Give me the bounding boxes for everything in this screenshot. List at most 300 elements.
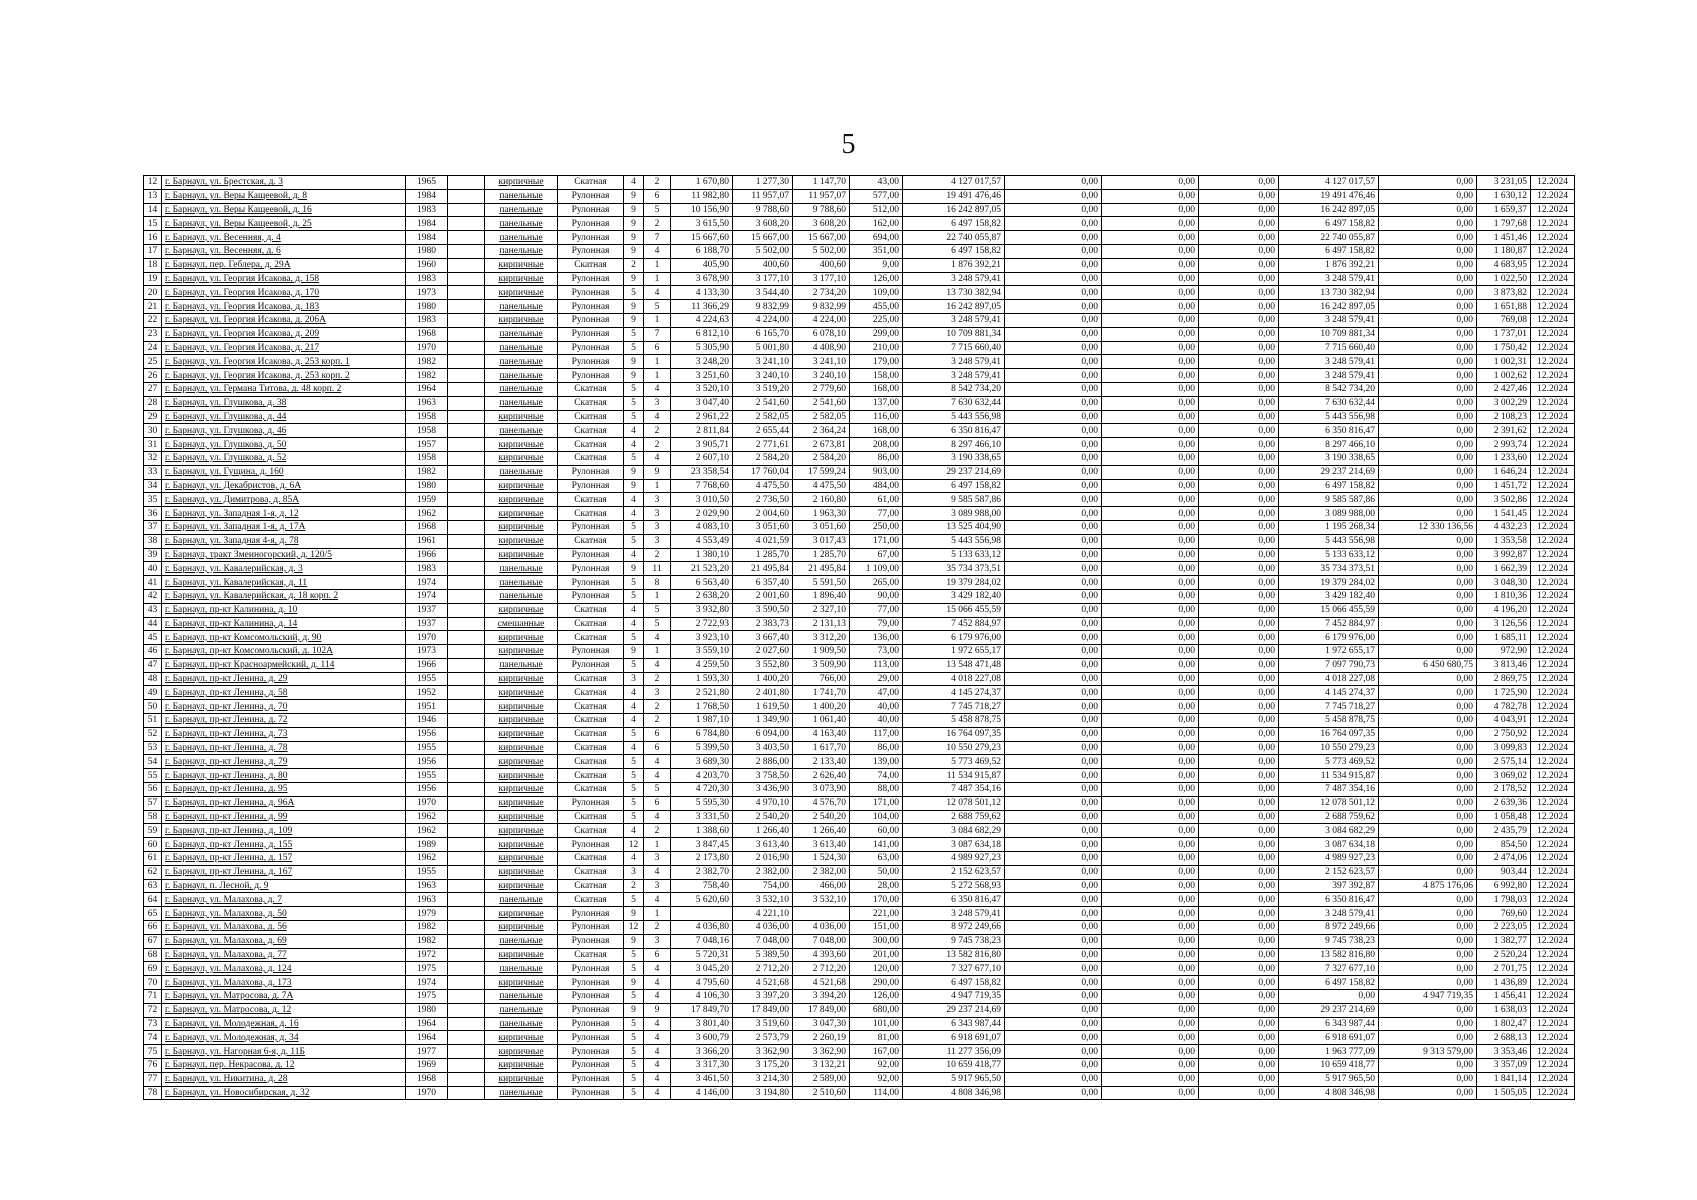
cell-floors: 5 (624, 341, 644, 355)
cell-residential-area: 3 394,20 (793, 990, 850, 1004)
cell-total-area: 21 523,20 (671, 562, 733, 576)
cell-residential-area: 3 312,20 (793, 631, 850, 645)
cell-commissioning-year: 1962 (406, 507, 448, 521)
cell-total-area: 2 722,93 (671, 617, 733, 631)
cell-blank-cell (448, 714, 485, 728)
capital-repair-register-table (143, 175, 1575, 1100)
cell-cost-column-3: 0,00 (1102, 1003, 1199, 1017)
cell-cost-column-5: 7 745 718,27 (1279, 700, 1379, 714)
table-row (144, 727, 1575, 741)
cell-cost-column-3: 0,00 (1102, 948, 1199, 962)
cell-cost-column-3: 0,00 (1102, 244, 1199, 258)
table-row (144, 617, 1575, 631)
table-row (144, 783, 1575, 797)
cell-total-cost: 8 972 249,66 (903, 921, 1005, 935)
cell-total-area: 3 461,50 (671, 1072, 733, 1086)
cell-row-number: 27 (144, 382, 162, 396)
cell-cost-column-4: 0,00 (1199, 355, 1279, 369)
cell-entrances: 4 (644, 769, 671, 783)
cell-address: г. Барнаул, ул. Глушкова, д. 50 (162, 438, 406, 452)
table-row (144, 976, 1575, 990)
cell-floors: 9 (624, 313, 644, 327)
cell-entrances: 4 (644, 1031, 671, 1045)
cell-premises-area: 3 051,60 (733, 520, 793, 534)
cell-cost-column-4: 0,00 (1199, 562, 1279, 576)
table-row (144, 520, 1575, 534)
cell-cost-column-4: 0,00 (1199, 1003, 1279, 1017)
cell-completion-date: 12.2024 (1531, 1086, 1575, 1100)
cell-total-cost: 13 548 471,48 (903, 658, 1005, 672)
cell-cost-column-2: 0,00 (1005, 1059, 1102, 1073)
cell-cost-column-3: 0,00 (1102, 783, 1199, 797)
cell-residential-area: 3 509,90 (793, 658, 850, 672)
cell-commissioning-year: 1962 (406, 824, 448, 838)
cell-premises-area: 1 349,90 (733, 714, 793, 728)
cell-cost-column-5: 3 089 988,00 (1279, 507, 1379, 521)
cell-residential-area: 2 160,80 (793, 493, 850, 507)
cell-total-cost: 3 087 634,18 (903, 838, 1005, 852)
cell-floors: 12 (624, 838, 644, 852)
cell-cost-column-6: 0,00 (1379, 631, 1477, 645)
cell-cost-column-4: 0,00 (1199, 617, 1279, 631)
table-row (144, 1086, 1575, 1100)
cell-address: г. Барнаул, ул. Глушкова, д. 38 (162, 396, 406, 410)
cell-cost-column-4: 0,00 (1199, 258, 1279, 272)
cell-unit-cost: 1 436,89 (1477, 976, 1531, 990)
cell-cost-column-2: 0,00 (1005, 258, 1102, 272)
cell-cost-column-6: 0,00 (1379, 231, 1477, 245)
cell-address: г. Барнаул, ул. Гущина, д. 160 (162, 465, 406, 479)
cell-roof-type: Скатная (558, 438, 624, 452)
cell-cost-column-2: 0,00 (1005, 534, 1102, 548)
cell-total-cost: 4 145 274,37 (903, 686, 1005, 700)
cell-cost-column-2: 0,00 (1005, 493, 1102, 507)
cell-row-number: 78 (144, 1086, 162, 1100)
cell-total-cost: 4 127 017,57 (903, 176, 1005, 190)
cell-roof-type: Скатная (558, 700, 624, 714)
cell-wall-material: кирпичные (485, 548, 558, 562)
cell-cost-column-2: 0,00 (1005, 962, 1102, 976)
cell-cost-column-5: 2 688 759,62 (1279, 810, 1379, 824)
cell-completion-date: 12.2024 (1531, 534, 1575, 548)
cell-cost-column-4: 0,00 (1199, 603, 1279, 617)
cell-row-number: 29 (144, 410, 162, 424)
cell-unit-cost: 4 432,23 (1477, 520, 1531, 534)
cell-wall-material: смешанные (485, 617, 558, 631)
cell-premises-area: 1 400,20 (733, 672, 793, 686)
cell-roof-type: Рулонная (558, 300, 624, 314)
cell-cost-column-3: 0,00 (1102, 810, 1199, 824)
cell-cost-column-5: 6 350 816,47 (1279, 893, 1379, 907)
cell-cost-column-4: 0,00 (1199, 465, 1279, 479)
cell-residential-area: 466,00 (793, 879, 850, 893)
cell-cost-column-4: 0,00 (1199, 272, 1279, 286)
cell-entrances: 4 (644, 451, 671, 465)
cell-blank-cell (448, 313, 485, 327)
cell-cost-column-2: 0,00 (1005, 879, 1102, 893)
cell-commissioning-year: 1989 (406, 838, 448, 852)
cell-floors: 4 (624, 852, 644, 866)
table-row (144, 1003, 1575, 1017)
cell-entrances: 2 (644, 714, 671, 728)
cell-row-number: 48 (144, 672, 162, 686)
cell-unit-cost: 1 382,77 (1477, 934, 1531, 948)
cell-cost-column-4: 0,00 (1199, 286, 1279, 300)
cell-premises-area: 2 582,05 (733, 410, 793, 424)
cell-total-area: 1 987,10 (671, 714, 733, 728)
cell-completion-date: 12.2024 (1531, 755, 1575, 769)
cell-registered-residents: 136,00 (850, 631, 903, 645)
cell-cost-column-3: 0,00 (1102, 617, 1199, 631)
cell-wall-material: кирпичные (485, 714, 558, 728)
cell-cost-column-2: 0,00 (1005, 438, 1102, 452)
cell-roof-type: Скатная (558, 396, 624, 410)
cell-blank-cell (448, 548, 485, 562)
cell-total-area (671, 907, 733, 921)
cell-premises-area: 9 788,60 (733, 203, 793, 217)
cell-cost-column-2: 0,00 (1005, 907, 1102, 921)
cell-row-number: 74 (144, 1031, 162, 1045)
cell-address: г. Барнаул, пр-кт Комсомольский, д. 90 (162, 631, 406, 645)
cell-roof-type: Скатная (558, 769, 624, 783)
cell-cost-column-6: 0,00 (1379, 424, 1477, 438)
cell-total-cost: 6 497 158,82 (903, 479, 1005, 493)
cell-registered-residents: 28,00 (850, 879, 903, 893)
cell-cost-column-5: 29 237 214,69 (1279, 465, 1379, 479)
cell-unit-cost: 1 662,39 (1477, 562, 1531, 576)
cell-wall-material: кирпичные (485, 686, 558, 700)
cell-wall-material: кирпичные (485, 272, 558, 286)
cell-address: г. Барнаул, пр-кт Ленина, д. 72 (162, 714, 406, 728)
cell-total-cost: 3 089 988,00 (903, 507, 1005, 521)
cell-roof-type: Рулонная (558, 217, 624, 231)
cell-roof-type: Рулонная (558, 976, 624, 990)
cell-floors: 5 (624, 755, 644, 769)
table-row (144, 244, 1575, 258)
cell-cost-column-3: 0,00 (1102, 479, 1199, 493)
cell-cost-column-4: 0,00 (1199, 645, 1279, 659)
cell-total-cost: 7 452 884,97 (903, 617, 1005, 631)
cell-row-number: 51 (144, 714, 162, 728)
cell-cost-column-2: 0,00 (1005, 976, 1102, 990)
cell-blank-cell (448, 562, 485, 576)
cell-roof-type: Скатная (558, 617, 624, 631)
cell-blank-cell (448, 534, 485, 548)
cell-total-area: 1 670,80 (671, 176, 733, 190)
cell-commissioning-year: 1968 (406, 1072, 448, 1086)
cell-cost-column-3: 0,00 (1102, 493, 1199, 507)
cell-cost-column-3: 0,00 (1102, 921, 1199, 935)
cell-cost-column-4: 0,00 (1199, 438, 1279, 452)
table-row (144, 645, 1575, 659)
cell-cost-column-6: 0,00 (1379, 176, 1477, 190)
register-body (144, 176, 1575, 1100)
cell-blank-cell (448, 603, 485, 617)
cell-unit-cost: 1 630,12 (1477, 189, 1531, 203)
cell-residential-area: 3 047,30 (793, 1017, 850, 1031)
cell-registered-residents: 300,00 (850, 934, 903, 948)
cell-unit-cost: 1 456,41 (1477, 990, 1531, 1004)
cell-cost-column-6: 4 947 719,35 (1379, 990, 1477, 1004)
cell-total-area: 17 849,70 (671, 1003, 733, 1017)
cell-premises-area: 3 436,90 (733, 783, 793, 797)
cell-cost-column-2: 0,00 (1005, 990, 1102, 1004)
cell-premises-area: 3 397,20 (733, 990, 793, 1004)
cell-commissioning-year: 1968 (406, 520, 448, 534)
cell-completion-date: 12.2024 (1531, 272, 1575, 286)
cell-wall-material: кирпичные (485, 976, 558, 990)
cell-completion-date: 12.2024 (1531, 451, 1575, 465)
cell-cost-column-4: 0,00 (1199, 1072, 1279, 1086)
cell-unit-cost: 2 427,46 (1477, 382, 1531, 396)
cell-residential-area: 21 495,84 (793, 562, 850, 576)
cell-premises-area: 400,60 (733, 258, 793, 272)
cell-cost-column-6: 0,00 (1379, 396, 1477, 410)
cell-total-cost: 35 734 373,51 (903, 562, 1005, 576)
cell-premises-area: 3 590,50 (733, 603, 793, 617)
cell-unit-cost: 2 223,05 (1477, 921, 1531, 935)
cell-entrances: 2 (644, 438, 671, 452)
cell-total-area: 3 847,45 (671, 838, 733, 852)
cell-premises-area: 1 285,70 (733, 548, 793, 562)
cell-roof-type: Скатная (558, 783, 624, 797)
cell-wall-material: кирпичные (485, 258, 558, 272)
cell-roof-type: Скатная (558, 424, 624, 438)
cell-cost-column-6: 0,00 (1379, 438, 1477, 452)
cell-residential-area (793, 907, 850, 921)
table-row (144, 700, 1575, 714)
cell-floors: 4 (624, 424, 644, 438)
cell-registered-residents: 171,00 (850, 534, 903, 548)
cell-total-area: 3 251,60 (671, 369, 733, 383)
cell-address: г. Барнаул, ул. Георгия Исакова, д. 217 (162, 341, 406, 355)
cell-row-number: 31 (144, 438, 162, 452)
cell-cost-column-3: 0,00 (1102, 272, 1199, 286)
cell-row-number: 12 (144, 176, 162, 190)
cell-cost-column-4: 0,00 (1199, 686, 1279, 700)
cell-commissioning-year: 1984 (406, 217, 448, 231)
cell-cost-column-4: 0,00 (1199, 1031, 1279, 1045)
cell-roof-type: Скатная (558, 727, 624, 741)
cell-entrances: 4 (644, 962, 671, 976)
table-row (144, 962, 1575, 976)
cell-premises-area: 3 667,40 (733, 631, 793, 645)
cell-cost-column-6: 0,00 (1379, 369, 1477, 383)
cell-cost-column-3: 0,00 (1102, 300, 1199, 314)
cell-commissioning-year: 1968 (406, 327, 448, 341)
cell-entrances: 6 (644, 741, 671, 755)
cell-cost-column-3: 0,00 (1102, 520, 1199, 534)
cell-floors: 9 (624, 976, 644, 990)
cell-total-cost: 9 585 587,86 (903, 493, 1005, 507)
cell-roof-type: Скатная (558, 893, 624, 907)
cell-blank-cell (448, 686, 485, 700)
cell-total-cost: 13 582 816,80 (903, 948, 1005, 962)
cell-cost-column-2: 0,00 (1005, 217, 1102, 231)
table-row (144, 824, 1575, 838)
cell-total-area: 2 638,20 (671, 589, 733, 603)
cell-total-area: 3 248,20 (671, 355, 733, 369)
cell-cost-column-5: 5 443 556,98 (1279, 410, 1379, 424)
cell-premises-area: 6 165,70 (733, 327, 793, 341)
cell-commissioning-year: 1955 (406, 672, 448, 686)
cell-cost-column-3: 0,00 (1102, 424, 1199, 438)
cell-registered-residents: 455,00 (850, 300, 903, 314)
cell-cost-column-3: 0,00 (1102, 369, 1199, 383)
cell-wall-material: кирпичные (485, 451, 558, 465)
cell-row-number: 55 (144, 769, 162, 783)
cell-registered-residents: 116,00 (850, 410, 903, 424)
cell-total-cost: 22 740 055,87 (903, 231, 1005, 245)
cell-cost-column-6: 0,00 (1379, 382, 1477, 396)
cell-commissioning-year: 1970 (406, 796, 448, 810)
cell-unit-cost: 4 683,95 (1477, 258, 1531, 272)
cell-unit-cost: 6 992,80 (1477, 879, 1531, 893)
cell-registered-residents: 92,00 (850, 1072, 903, 1086)
cell-premises-area: 1 277,30 (733, 176, 793, 190)
cell-floors: 4 (624, 603, 644, 617)
cell-blank-cell (448, 589, 485, 603)
cell-unit-cost: 1 541,45 (1477, 507, 1531, 521)
cell-wall-material: кирпичные (485, 176, 558, 190)
cell-total-cost: 8 542 734,20 (903, 382, 1005, 396)
cell-cost-column-2: 0,00 (1005, 203, 1102, 217)
cell-row-number: 24 (144, 341, 162, 355)
cell-address: г. Барнаул, пр-кт Ленина, д. 80 (162, 769, 406, 783)
cell-commissioning-year: 1980 (406, 300, 448, 314)
table-row (144, 755, 1575, 769)
cell-cost-column-5: 3 248 579,41 (1279, 313, 1379, 327)
cell-residential-area: 2 541,60 (793, 396, 850, 410)
cell-wall-material: кирпичные (485, 879, 558, 893)
cell-unit-cost: 3 099,83 (1477, 741, 1531, 755)
cell-wall-material: панельные (485, 189, 558, 203)
cell-blank-cell (448, 1017, 485, 1031)
table-row (144, 631, 1575, 645)
cell-cost-column-3: 0,00 (1102, 962, 1199, 976)
cell-wall-material: панельные (485, 990, 558, 1004)
cell-wall-material: кирпичные (485, 796, 558, 810)
cell-residential-area: 5 502,00 (793, 244, 850, 258)
cell-wall-material: панельные (485, 658, 558, 672)
cell-cost-column-4: 0,00 (1199, 451, 1279, 465)
cell-address: г. Барнаул, ул. Георгия Исакова, д. 170 (162, 286, 406, 300)
cell-premises-area: 9 832,99 (733, 300, 793, 314)
cell-residential-area: 2 327,10 (793, 603, 850, 617)
cell-cost-column-6: 6 450 680,75 (1379, 658, 1477, 672)
cell-commissioning-year: 1984 (406, 189, 448, 203)
cell-total-cost: 13 730 382,94 (903, 286, 1005, 300)
cell-blank-cell (448, 300, 485, 314)
cell-blank-cell (448, 907, 485, 921)
table-row (144, 865, 1575, 879)
cell-cost-column-6: 0,00 (1379, 203, 1477, 217)
cell-total-area: 3 559,10 (671, 645, 733, 659)
cell-registered-residents: 225,00 (850, 313, 903, 327)
cell-total-cost: 15 066 455,59 (903, 603, 1005, 617)
cell-entrances: 2 (644, 176, 671, 190)
cell-floors: 9 (624, 645, 644, 659)
cell-wall-material: панельные (485, 203, 558, 217)
cell-row-number: 70 (144, 976, 162, 990)
cell-cost-column-3: 0,00 (1102, 907, 1199, 921)
cell-cost-column-6: 0,00 (1379, 286, 1477, 300)
cell-unit-cost: 1 505,05 (1477, 1086, 1531, 1100)
cell-commissioning-year: 1963 (406, 396, 448, 410)
cell-floors: 5 (624, 948, 644, 962)
cell-residential-area: 1 741,70 (793, 686, 850, 700)
cell-entrances: 2 (644, 672, 671, 686)
cell-cost-column-4: 0,00 (1199, 741, 1279, 755)
cell-completion-date: 12.2024 (1531, 783, 1575, 797)
cell-total-area: 3 317,30 (671, 1059, 733, 1073)
cell-cost-column-6: 0,00 (1379, 507, 1477, 521)
cell-commissioning-year: 1966 (406, 658, 448, 672)
cell-address: г. Барнаул, ул. Германа Титова, д. 48 корп. 2 (162, 382, 406, 396)
cell-completion-date: 12.2024 (1531, 1017, 1575, 1031)
cell-blank-cell (448, 976, 485, 990)
cell-wall-material: панельные (485, 244, 558, 258)
cell-residential-area: 3 362,90 (793, 1045, 850, 1059)
cell-cost-column-6: 0,00 (1379, 755, 1477, 769)
cell-address: г. Барнаул, ул. Западная 1-я, д. 17А (162, 520, 406, 534)
cell-entrances: 1 (644, 369, 671, 383)
cell-completion-date: 12.2024 (1531, 341, 1575, 355)
cell-address: г. Барнаул, ул. Малахова, д. 124 (162, 962, 406, 976)
cell-cost-column-2: 0,00 (1005, 286, 1102, 300)
cell-premises-area: 4 224,00 (733, 313, 793, 327)
cell-cost-column-4: 0,00 (1199, 1045, 1279, 1059)
cell-total-cost: 11 534 915,87 (903, 769, 1005, 783)
cell-cost-column-6: 0,00 (1379, 893, 1477, 907)
cell-cost-column-5: 8 972 249,66 (1279, 921, 1379, 935)
cell-wall-material: панельные (485, 465, 558, 479)
cell-address: г. Барнаул, ул. Весенняя, д. 4 (162, 231, 406, 245)
cell-roof-type: Скатная (558, 493, 624, 507)
cell-floors: 12 (624, 921, 644, 935)
cell-commissioning-year: 1937 (406, 617, 448, 631)
cell-floors: 4 (624, 686, 644, 700)
cell-cost-column-6: 0,00 (1379, 824, 1477, 838)
cell-cost-column-4: 0,00 (1199, 810, 1279, 824)
cell-total-area: 4 083,10 (671, 520, 733, 534)
cell-registered-residents: 43,00 (850, 176, 903, 190)
cell-roof-type: Рулонная (558, 272, 624, 286)
cell-total-cost: 6 918 691,07 (903, 1031, 1005, 1045)
cell-cost-column-5: 9 585 587,86 (1279, 493, 1379, 507)
cell-unit-cost: 2 701,75 (1477, 962, 1531, 976)
cell-roof-type: Рулонная (558, 1086, 624, 1100)
cell-total-area: 6 812,10 (671, 327, 733, 341)
table-row (144, 369, 1575, 383)
cell-roof-type: Рулонная (558, 589, 624, 603)
cell-floors: 5 (624, 1031, 644, 1045)
cell-completion-date: 12.2024 (1531, 562, 1575, 576)
cell-residential-area: 15 667,00 (793, 231, 850, 245)
cell-cost-column-6: 0,00 (1379, 479, 1477, 493)
cell-registered-residents: 1 109,00 (850, 562, 903, 576)
cell-premises-area: 3 519,20 (733, 382, 793, 396)
cell-premises-area: 2 771,61 (733, 438, 793, 452)
cell-cost-column-6: 0,00 (1379, 451, 1477, 465)
cell-roof-type: Скатная (558, 741, 624, 755)
cell-entrances: 2 (644, 424, 671, 438)
cell-blank-cell (448, 341, 485, 355)
cell-blank-cell (448, 493, 485, 507)
cell-completion-date: 12.2024 (1531, 645, 1575, 659)
cell-blank-cell (448, 1031, 485, 1045)
cell-unit-cost: 1 798,03 (1477, 893, 1531, 907)
